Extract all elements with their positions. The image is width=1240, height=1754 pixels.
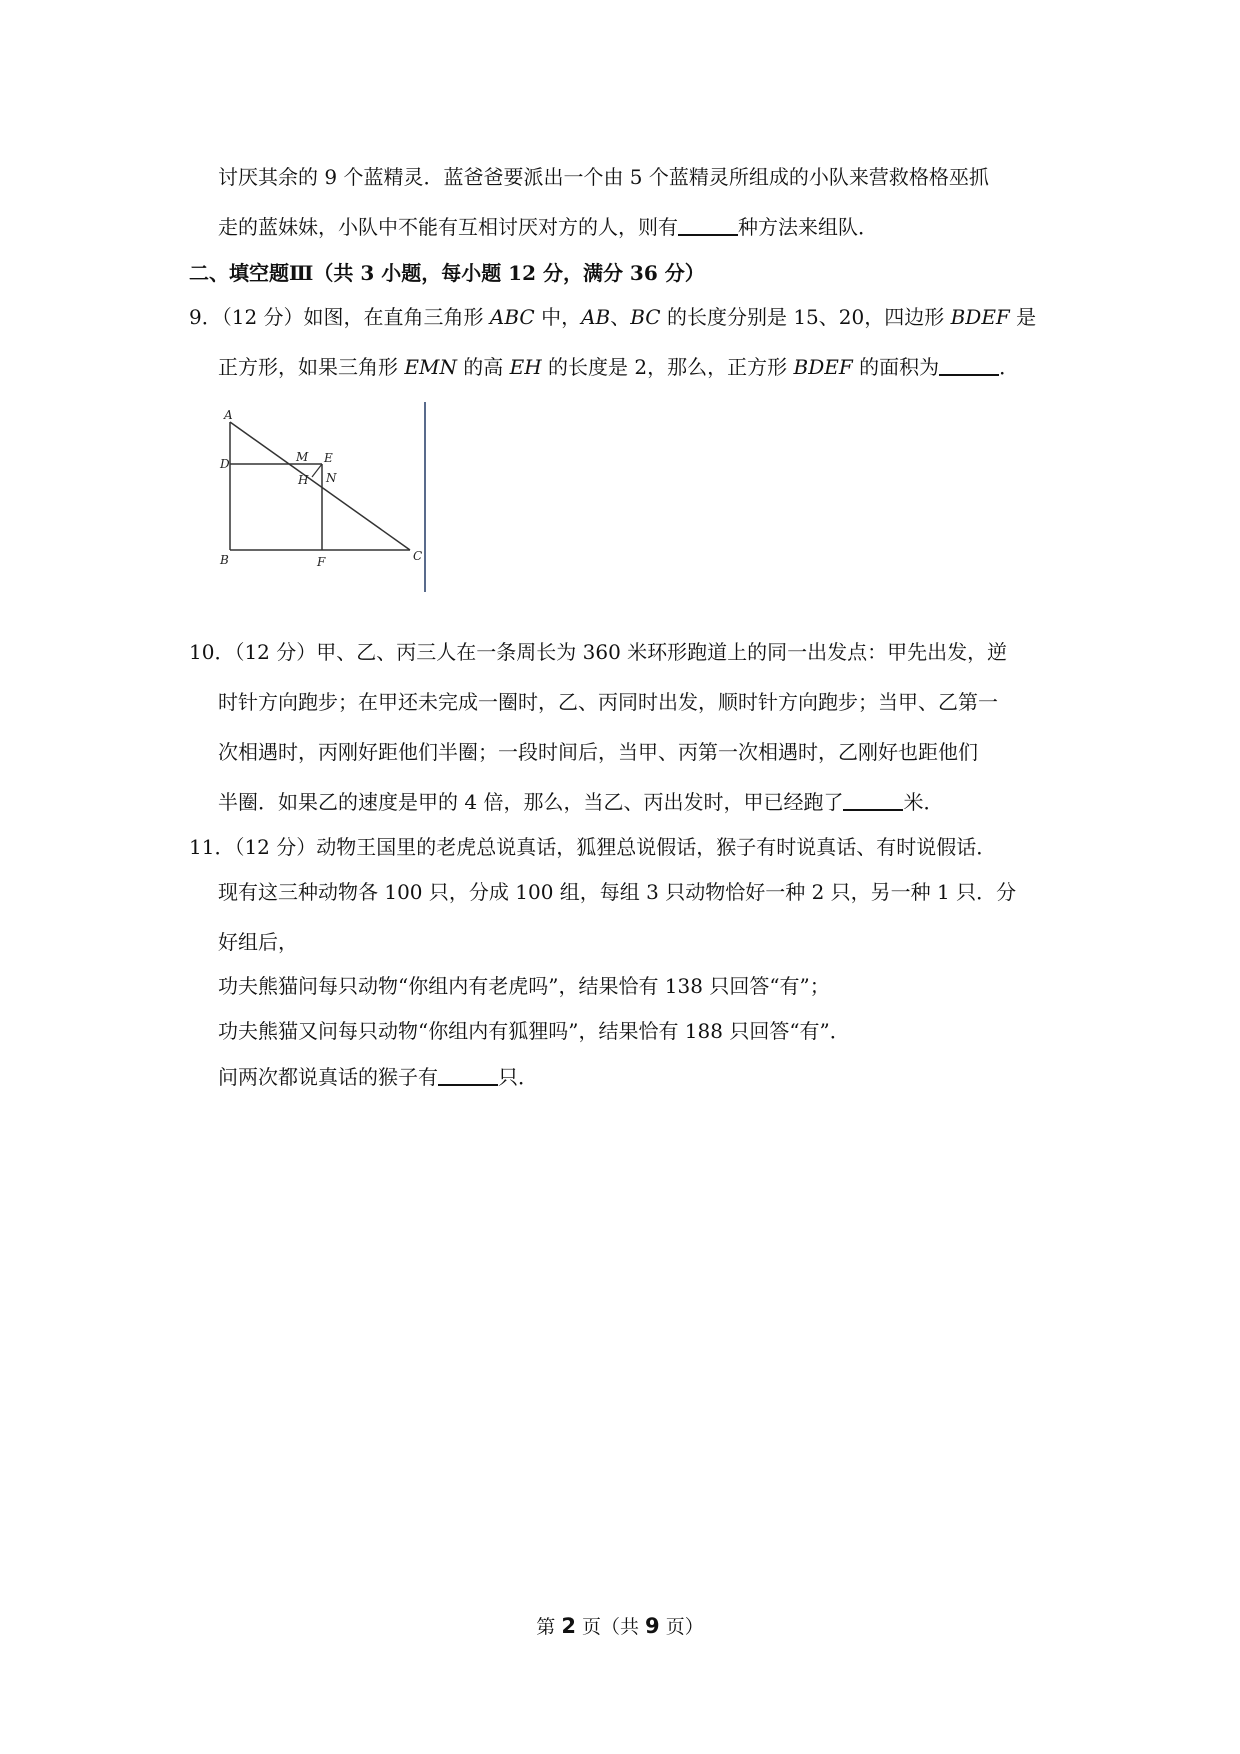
question-number: 11． xyxy=(189,835,235,859)
q10-line-3: 次相遇时，丙刚好距他们半圈；一段时间后，当甲、丙第一次相遇时，乙刚好也距他们 xyxy=(218,740,978,764)
triangle-square-figure xyxy=(210,402,435,594)
answer-blank xyxy=(678,214,738,236)
label-d: D xyxy=(220,457,230,471)
page-footer: 第 2 页（共 9 页） xyxy=(536,1614,704,1638)
label-f: F xyxy=(317,555,326,569)
side-ac xyxy=(230,422,410,550)
label-a: A xyxy=(224,408,233,422)
label-e: E xyxy=(324,451,333,465)
q9-line-1: 9．（12 分）如图，在直角三角形 ABC 中，AB、BC 的长度分别是 15、20，四边形 BDEF 是 xyxy=(189,305,1037,329)
label-n: N xyxy=(326,471,337,485)
q9-line-2: 正方形，如果三角形 EMN 的高 EH 的长度是 2，那么，正方形 BDEF 的面积为 ． xyxy=(218,355,1020,379)
label-c: C xyxy=(413,549,423,563)
q11-line-6: 问两次都说真话的猴子有 只． xyxy=(218,1065,538,1089)
height-eh xyxy=(312,464,322,477)
answer-blank xyxy=(939,354,999,376)
label-b: B xyxy=(220,553,229,567)
q10-line-2: 时针方向跑步；在甲还未完成一圈时，乙、丙同时出发，顺时针方向跑步；当甲、乙第一 xyxy=(218,690,998,714)
q11-line-1: 11．（12 分）动物王国里的老虎总说真话，狐狸总说假话，猴子有时说真话、有时说假话． xyxy=(189,835,997,859)
question-number: 9． xyxy=(189,305,222,329)
section-heading: 二、填空题Ⅲ（共 3 小题，每小题 12 分，满分 36 分） xyxy=(189,261,705,285)
q11-line-4: 功夫熊猫问每只动物“你组内有老虎吗”，结果恰有 138 只回答“有”； xyxy=(218,974,830,998)
q11-line-5: 功夫熊猫又问每只动物“你组内有狐狸吗”，结果恰有 188 只回答“有”． xyxy=(218,1019,850,1043)
label-h: H xyxy=(298,473,309,487)
q10-line-4: 半圈．如果乙的速度是甲的 4 倍，那么，当乙、丙出发时，甲已经跑了 米． xyxy=(218,790,944,814)
q8-line-1: 讨厌其余的 9 个蓝精灵．蓝爸爸要派出一个由 5 个蓝精灵所组成的小队来营救格格巫抓 xyxy=(218,165,989,189)
total-pages-number: 9 xyxy=(645,1614,660,1638)
q11-line-3: 好组后， xyxy=(218,930,298,954)
answer-blank xyxy=(843,789,903,811)
q11-line-2: 现有这三种动物各 100 只，分成 100 组，每组 3 只动物恰好一种 2 只，另一种 1 只．分 xyxy=(218,880,1017,904)
current-page-number: 2 xyxy=(561,1614,576,1638)
question-number: 10． xyxy=(189,640,235,664)
label-m: M xyxy=(296,450,309,464)
answer-blank xyxy=(438,1064,498,1086)
q8-line-2: 走的蓝妹妹，小队中不能有互相讨厌对方的人，则有 种方法来组队． xyxy=(218,215,878,239)
q10-line-1: 10．（12 分）甲、乙、丙三人在一条周长为 360 米环形跑道上的同一出发点：甲先出发，逆 xyxy=(189,640,1008,664)
